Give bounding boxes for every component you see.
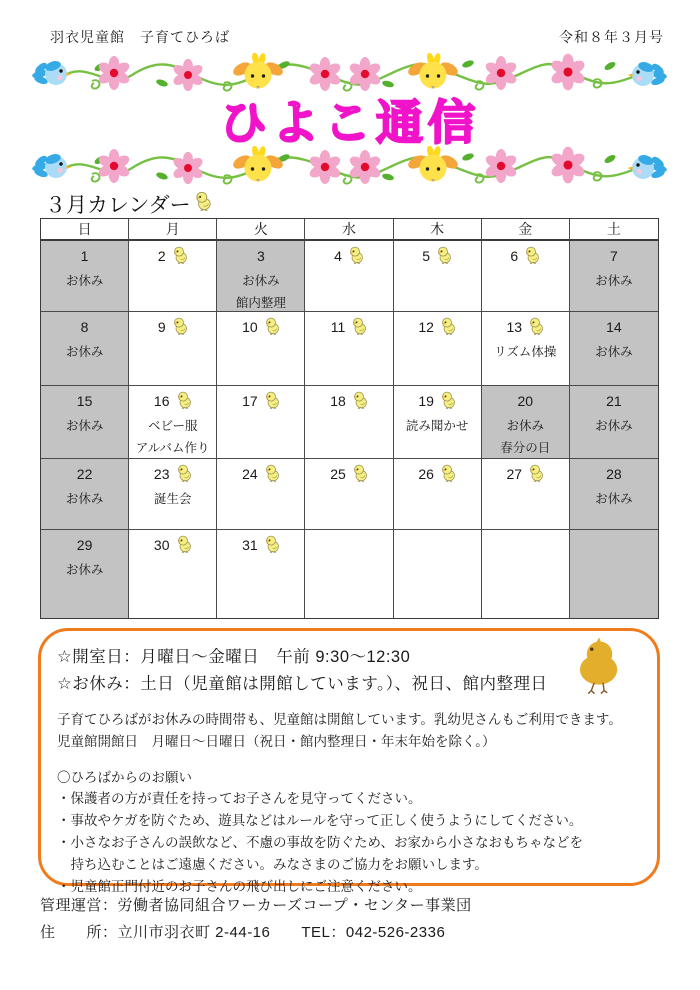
request-item: ・事故やケガを防ぐため、遊具などはルールを守って正しく使うようにしてください。 — [57, 813, 583, 829]
day-number: 22 — [76, 466, 93, 482]
day-number: 3 — [256, 248, 265, 264]
event-label: アルバム作り — [135, 440, 210, 455]
chick-icon — [173, 246, 188, 264]
calendar-cell-23 — [129, 459, 217, 530]
calendar-cell-17 — [217, 386, 305, 459]
calendar-cell-13 — [482, 312, 570, 386]
day-number: 16 — [153, 393, 170, 409]
open-days-line: ☆開室日：月曜日～金曜日 午前 9:30～12:30 — [57, 648, 411, 666]
chick-icon — [173, 317, 188, 335]
calendar-cell-22 — [41, 459, 129, 530]
request-heading: 〇ひろばからのお願い — [57, 769, 192, 785]
calendar-cell-3 — [217, 241, 305, 312]
day-number: 30 — [153, 537, 170, 553]
day-number: 17 — [242, 393, 258, 409]
chick-icon — [265, 535, 280, 553]
calendar-grid — [40, 218, 659, 619]
weekday-header: 日 — [41, 219, 129, 241]
calendar-heading-label: ３月カレンダー — [45, 194, 191, 217]
calendar-cell-20 — [482, 386, 570, 459]
request-item: ・保護者の方が責任を持ってお子さんを見守ってください。 — [57, 791, 422, 807]
weekday-header: 金 — [482, 219, 570, 241]
request-section — [57, 767, 639, 898]
chick-icon — [529, 317, 544, 335]
event-label: お休み — [65, 563, 104, 577]
day-number: 27 — [506, 466, 523, 482]
calendar-cell-9 — [129, 312, 217, 386]
chick-icon — [529, 464, 544, 482]
chick-icon — [349, 246, 364, 264]
chick-icon — [525, 246, 540, 264]
chick-icon — [437, 246, 452, 264]
day-number: 29 — [76, 537, 93, 553]
chick-icon — [353, 391, 368, 409]
calendar-cell-15 — [41, 386, 129, 459]
day-number: 21 — [606, 393, 622, 409]
chick-icon — [265, 464, 280, 482]
calendar-cell-28 — [570, 459, 658, 530]
calendar-cell-6 — [482, 241, 570, 312]
day-number: 7 — [610, 248, 618, 264]
chick-icon — [195, 191, 212, 211]
event-label: 誕生会 — [153, 492, 192, 506]
day-number: 2 — [157, 248, 166, 264]
calendar-cell-27 — [482, 459, 570, 530]
day-number: 13 — [506, 319, 523, 335]
event-label: リズム体操 — [494, 345, 557, 359]
day-number: 23 — [153, 466, 170, 482]
calendar-cell-16 — [129, 386, 217, 459]
event-label: お休み — [595, 345, 633, 359]
day-number: 10 — [242, 319, 258, 335]
chick-icon — [265, 391, 280, 409]
info-notes — [57, 709, 639, 752]
event-label: お休み — [595, 419, 633, 433]
calendar-cell-14 — [570, 312, 658, 386]
day-number: 31 — [242, 537, 258, 553]
day-number: 20 — [517, 393, 534, 409]
event-label: お休み — [65, 345, 104, 359]
event-label: ベビー服 — [147, 419, 198, 433]
calendar-cell-19 — [394, 386, 482, 459]
event-label: お休み — [65, 274, 104, 288]
calendar-cell-10 — [217, 312, 305, 386]
day-number: 26 — [418, 466, 434, 482]
calendar-cell-24 — [217, 459, 305, 530]
calendar-cell-empty — [394, 530, 482, 618]
calendar-cell-5 — [394, 241, 482, 312]
event-label: 館内整理 — [235, 295, 286, 310]
note-line: 子育てひろばがお休みの時間帯も、児童館は開館しています。乳幼児さんもご利用できます。 — [57, 712, 622, 728]
weekday-header: 土 — [570, 219, 658, 241]
chick-icon — [353, 464, 368, 482]
calendar-cell-empty — [305, 530, 393, 618]
footer-management: 管理運営：労働者協同組合ワーカーズコープ・センター事業団 — [40, 897, 472, 914]
chick-icon — [265, 317, 280, 335]
calendar-cell-2 — [129, 241, 217, 312]
footer-address: 住 所：立川市羽衣町 2-44-16 TEL：042-526-2336 — [40, 923, 446, 941]
calendar-heading — [45, 189, 212, 219]
day-number: 24 — [242, 466, 258, 482]
event-label: お休み — [65, 492, 104, 506]
calendar-cell-25 — [305, 459, 393, 530]
day-number: 14 — [606, 319, 622, 335]
calendar-cell-26 — [394, 459, 482, 530]
calendar-cell-7 — [570, 241, 658, 312]
chick-icon — [352, 317, 367, 335]
event-label: お休み — [595, 274, 633, 288]
chick-icon — [177, 391, 192, 409]
day-number: 5 — [422, 248, 431, 264]
calendar-cell-4 — [305, 241, 393, 312]
day-number: 12 — [418, 319, 434, 335]
day-number: 11 — [330, 319, 346, 335]
calendar-cell-30 — [129, 530, 217, 618]
event-label: お休み — [65, 419, 104, 433]
day-number: 9 — [157, 319, 166, 335]
event-label: お休み — [595, 492, 633, 506]
request-item: ・児童館正門付近のお子さんの飛び出しにご注意ください。 — [57, 878, 422, 894]
weekday-header: 月 — [129, 219, 217, 241]
weekday-header: 火 — [217, 219, 305, 241]
day-number: 18 — [330, 393, 346, 409]
calendar-cell-18 — [305, 386, 393, 459]
calendar-cell-1 — [41, 241, 129, 312]
calendar-cell-11 — [305, 312, 393, 386]
calendar-cell-12 — [394, 312, 482, 386]
event-label: 春分の日 — [500, 440, 551, 455]
calendar-cell-31 — [217, 530, 305, 618]
chick-icon — [177, 464, 192, 482]
chick-icon — [441, 464, 456, 482]
day-number: 6 — [510, 248, 519, 264]
newsletter-title: ひよこ通信 — [220, 96, 480, 149]
day-number: 4 — [334, 248, 342, 264]
closed-days-line: ☆お休み：土日（児童館は開館しています。）、祝日、館内整理日 — [57, 674, 548, 693]
chick-illustration — [572, 636, 627, 696]
calendar-cell-empty — [482, 530, 570, 618]
event-label: お休み — [242, 274, 280, 288]
header-issue: 令和８年３月号 — [559, 29, 664, 45]
day-number: 1 — [80, 248, 89, 264]
weekday-header: 水 — [305, 219, 393, 241]
day-number: 28 — [606, 466, 622, 482]
calendar-cell-21 — [570, 386, 658, 459]
info-box — [38, 628, 660, 894]
footer — [40, 893, 472, 946]
event-label: 読み聞かせ — [405, 419, 469, 433]
day-number: 25 — [330, 466, 346, 482]
weekday-header: 木 — [394, 219, 482, 241]
calendar-cell-29 — [41, 530, 129, 618]
chick-icon — [441, 391, 456, 409]
day-number: 19 — [418, 393, 434, 409]
day-number: 8 — [80, 319, 89, 335]
note-line: 児童館開館日 月曜日～日曜日（祝日・館内整理日・年末年始を除く。） — [57, 734, 496, 750]
header-org-title: 羽衣児童館 子育てひろば — [50, 29, 230, 45]
day-number: 15 — [76, 393, 93, 409]
request-item: 持ち込むことはご遠慮ください。みなさまのご協力をお願いします。 — [57, 857, 488, 873]
event-label: お休み — [506, 419, 545, 433]
chick-icon — [441, 317, 456, 335]
request-item: ・小さなお子さんの誤飲など、不慮の事故を防ぐため、お家から小さなおもちゃなどを — [57, 835, 583, 851]
calendar-cell-empty — [570, 530, 658, 618]
chick-icon — [177, 535, 192, 553]
calendar-cell-8 — [41, 312, 129, 386]
